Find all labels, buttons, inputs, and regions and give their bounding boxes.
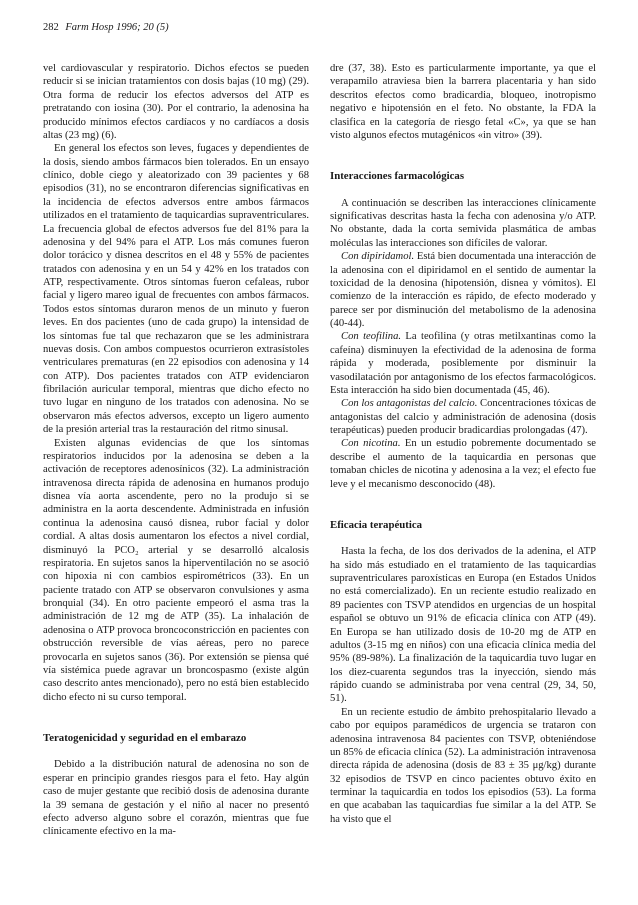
paragraph: vel cardiovascular y respiratorio. Dichos efectos se pueden reducir si se inician tratamientos con dosis bajas (10 mg) (29). Otra forma de reducir los efectos adversos del ATP es pretratando con iosina (30). Por el contrario, la adenosina ha producido mínimos efectos cardíacos y no cardíacos a dosis altas (23 mg) (6). xyxy=(43,63,309,141)
interaction-label: Con nicotina. xyxy=(341,438,401,450)
page-number: 282 xyxy=(43,22,59,33)
paragraph: Hasta la fecha, de los dos derivados de la adenina, el ATP ha sido más estudiado en el tratamiento de las taquicardias supraventriculares paroxísticas en Europa (en Estados Unidos no está comercializado). En un reciente estudio realizado en 89 pacientes con TSVP atendidos en urgencias de un hospital español se obtuvo un 91% de eficacia clínica con ATP (49). En Europa se han utilizado dosis de 10-20 mg de ATP en adultos (3-15 mg en niños) con una eficacia clínica media del 95% (89-98%). La finalización de la taquicardia tuvo lugar en los diez-cuarenta segundos tras la inyección, siendo más rápido cuando se administraba por vena central (29, 34, 50, 51). xyxy=(330,546,596,705)
running-header xyxy=(43,22,169,33)
paragraph: dre (37, 38). Esto es particularmente importante, ya que el verapamilo atraviesa bien la barrera placentaria y han sido descritos efectos como bradicardia, bloqueo, inotropismo negativo e hipotensión en el feto. No obstante, la FDA la clasifica en la categoría de riesgo fetal «C», ya que se han visto algunos efectos mutagénicos «in vitro» (39). xyxy=(330,63,596,141)
journal-citation: Farm Hosp 1996; 20 (5) xyxy=(65,22,169,33)
paragraph: En un reciente estudio de ámbito prehospitalario llevado a cabo por equipos paramédicos de urgencia se trataron con adenosina intravenosa 84 pacientes con TSVP, obteniéndose un 85% de eficacia clínica (52). La administración intravenosa directa rápida de adenosina (dosis de 83 ± 35 μg/kg) durante 32 episodios de TSVP en cinco pacientes obtuvo éxito en terminar la taquicardia en todos los episodios (53). La forma en que acababan las taquicardias fue similar a la del ATP. Se ha visto que el xyxy=(330,706,596,825)
right-column xyxy=(330,62,596,826)
paragraph: Con dipiridamol. Está bien documentada una interacción de la adenosina con el dipiridamol en el sentido de aumentar la toxicidad de la denosina (hipotensión, disnea y vómitos). El comienzo de la interacción es rápido, de efecto moderado y parece ser por disminución del metabolismo de la adenosina (40-44). xyxy=(330,251,596,329)
section-heading-teratogenicidad: Teratogenicidad y seguridad en el embarazo xyxy=(43,732,247,744)
paragraph: En general los efectos son leves, fugaces y dependientes de la dosis, siendo ambos fármacos bien tolerados. En un ensayo clínico, doble ciego y aleatorizado con 39 pacientes y 68 episodios (31), no se encontraron diferencias significativas en la incidencia de efectos adversos entre ambos fármacos utilizados en el tratamiento de taquicardias supraventriculares. La frecuencia global de efectos adversos fue del 81% para la adenosina y del 94% para el ATP. Los más comunes fueron dolor torácico y disnea descritos en el 48 y 55% de pacientes tratados con adenosina y en un 54 y 42% en los tratados con ATP, respectivamente. Otros síntomas fueron cefaleas, rubor facial y ligero mareo igual de frecuentes con ambos fármacos. Todos estos síntomas duraron menos de un minuto y fueron leves. En dos pacientes (uno de cada grupo) la intensidad de los síntomas fue tal que rechazaron que se les administrara nuevas dosis. Con ambos compuestos ocurrieron extrasístoles ventriculares prematuras (en 22 episodios con adenosina y 14 con ATP). Dos pacientes tratados con ATP evidenciaron fibrilación auricular temporal, mientras que dicho efecto no tuvo lugar en ninguno de los tratados con adenosina. No se observaron más efectos adversos, excepto un ligero aumento de la presión arterial tras la restauración del ritmo sinusal. xyxy=(43,143,309,436)
paragraph: A continuación se describen las interacciones clínicamente significativas descritas hasta la fecha con adenosina y/o ATP. No obstante, dada la corta semivida plasmática de ambas moléculas las interacciones son difíciles de valorar. xyxy=(330,197,596,249)
paragraph: Existen algunas evidencias de que los síntomas respiratorios inducidos por la adenosina se deben a la activación de receptores adenosínicos (32). La administración intravenosa directa rápida de adenosina en humanos produjo disnea vía aorta ascendente, pero no la produjo si se administra en la aorta descendente. Administrada en infusión continua la adenosina causó disnea, rubor facial y dolor cordial. A altas dosis aumentaron los efectos a nivel cordial, disminuyó la PCO₂ arterial y se desarrolló alcalosis respiratoria. En sujetos sanos la hiperventilación no se asoció con hipoxia ni con cambios espirométricos (33). En un paciente tratado con ATP se observaron convulsiones y asma bronquial (34). En otro paciente empeoró el asma tras la administración de 12 mg de ATP (35). La inhalación de adenosina o ATP provoca broncoconstricción en pacientes con obstrucción reversible de vías aéreas, pero no parece provocarla en sujetos sanos (36). Por extensión se piensa qué vía sistémica puede agravar un broncospasmo (existe algún caso descrito antes mencionado), pero no está bien establecido dicho efecto ni su curso temporal. xyxy=(43,437,309,703)
interaction-label: Con los antagonistas del calcio. xyxy=(341,398,478,410)
paragraph: Debido a la distribución natural de adenosina no son de esperar en principio grandes riesgos para el feto. Hay algún caso de mujer gestante que recibió dosis de adenosina durante la 39 semana de gestación y el niño al nacer no presentó efecto adverso alguno sobre el corazón, mientras que fue clínicamente efectivo en la ma- xyxy=(43,759,309,838)
paragraph: Con teofilina. La teofilina (y otras metilxantinas como la cafeína) disminuyen la efectividad de la adenosina de forma rápida y moderada, posiblemente por disminuir la vasodilatación por antagonismo de los efectos farmacológicos. Esta interacción ha sido bien documentada (45, 46). xyxy=(330,331,597,396)
section-heading-eficacia: Eficacia terapéutica xyxy=(330,518,423,531)
interaction-label: Con teofilina. xyxy=(341,331,402,343)
interaction-label: Con dipiridamol. xyxy=(341,251,415,263)
left-column xyxy=(43,62,309,839)
paragraph: Con nicotina. En un estudio pobremente documentado se describe el aumento de la taquicardia en personas que tomaban chicles de nicotina y adenosina a la vez; el efecto fue leve y el mecanismo desconocido (48). xyxy=(330,438,596,490)
paragraph: Con los antagonistas del calcio. Concentraciones tóxicas de antagonistas del calcio y administración de adenosina (dosis terapéuticas) pueden producir bradicardias prolongadas (47). xyxy=(330,398,596,436)
section-heading-interacciones: Interacciones farmacológicas xyxy=(330,170,465,183)
